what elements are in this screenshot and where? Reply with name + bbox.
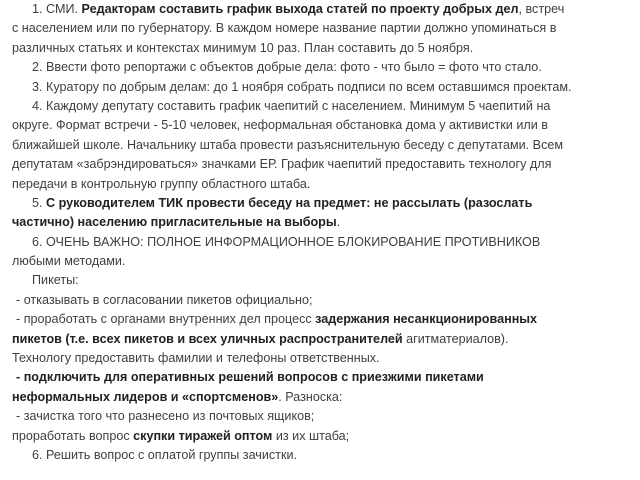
- text-line: [12, 194, 640, 213]
- text-segment: 6. Решить вопрос с оплатой группы зачистки.: [32, 447, 298, 462]
- text-line: [12, 291, 640, 310]
- text-segment: любыми методами.: [12, 254, 126, 269]
- text-line: [12, 39, 640, 58]
- text-segment: - проработать с органами внутренних дел процесс: [16, 312, 316, 327]
- bold-text-segment: скупки тиражей оптом: [133, 428, 273, 443]
- text-segment: 6. ОЧЕНЬ ВАЖНО: ПОЛНОЕ ИНФОРМАЦИОННОЕ БЛОКИРОВАНИЕ ПРОТИВНИКОВ: [32, 234, 541, 249]
- text-segment: 4. Каждому депутату составить график чаепитий с населением. Минимум 5 чаепитий на: [32, 98, 551, 113]
- text-line: [12, 97, 640, 116]
- text-segment: , встреч: [518, 2, 565, 16]
- text-segment: 3. Куратору по добрым делам: до 1 ноября собрать подписи по всем оставшимся проектам.: [32, 79, 572, 94]
- text-line: [12, 136, 640, 155]
- text-line: [12, 175, 640, 194]
- text-segment: .: [336, 215, 341, 230]
- text-line: [12, 78, 640, 97]
- bold-text-segment: неформальных лидеров и «спортсменов»: [12, 389, 279, 404]
- text-line: [12, 407, 640, 426]
- bold-text-segment: задержания несанкционированных: [315, 312, 538, 327]
- text-line: [12, 330, 640, 349]
- text-line: [12, 0, 640, 19]
- text-segment: 1. СМИ.: [32, 2, 82, 16]
- text-line: [12, 252, 640, 271]
- text-line: [12, 213, 640, 232]
- bold-text-segment: Редакторам составить график выхода статей по проекту добрых дел: [81, 2, 519, 16]
- text-segment: передачи в контрольную группу областного штаба.: [12, 176, 311, 191]
- text-segment: - зачистка того что разнесено из почтовых ящиков;: [16, 409, 315, 424]
- text-line: [12, 58, 640, 77]
- text-line: [12, 19, 640, 38]
- text-segment: проработать вопрос: [12, 428, 134, 443]
- text-segment: из их штаба;: [272, 428, 350, 443]
- text-line: [12, 368, 640, 387]
- text-segment: Технологу предоставить фамилии и телефоны ответственных.: [12, 351, 380, 366]
- text-line: [12, 349, 640, 368]
- text-line: [12, 271, 640, 290]
- text-segment: 2. Ввести фото репортажи с объектов добрые дела: фото - что было = фото что стало.: [32, 60, 542, 75]
- text-segment: ближайшей школе. Начальнику штаба провести разъяснительную беседу с депутатами. Всем: [12, 137, 564, 152]
- document-text: [12, 0, 640, 465]
- text-segment: . Разноска:: [278, 389, 343, 404]
- text-segment: 5.: [32, 195, 47, 210]
- bold-text-segment: пикетов (т.е. всех пикетов и всех уличных распространителей: [12, 331, 403, 346]
- text-segment: округе. Формат встречи - 5-10 человек, неформальная обстановка дома у активистки или в: [12, 118, 548, 133]
- text-segment: агитматериалов).: [402, 331, 509, 346]
- text-segment: Пикеты:: [32, 273, 79, 288]
- text-line: [12, 310, 640, 329]
- text-line: [12, 427, 640, 446]
- text-line: [12, 233, 640, 252]
- text-segment: депутатам «забрэндироваться» значками ЕР. График чаепитий предоставить технологу для: [12, 157, 552, 172]
- text-line: [12, 446, 640, 465]
- bold-text-segment: - подключить для оперативных решений вопросов с приезжими пикетами: [16, 370, 484, 385]
- text-line: [12, 116, 640, 135]
- text-line: [12, 388, 640, 407]
- text-line: [12, 155, 640, 174]
- text-segment: - отказывать в согласовании пикетов официально;: [16, 292, 313, 307]
- text-segment: с населением или по губернатору. В каждом номере название партии должно упоминаться в: [12, 21, 557, 36]
- bold-text-segment: С руководителем ТИК провести беседу на предмет: не рассылать (разослать: [46, 195, 533, 210]
- text-segment: различных статьях и контекстах минимум 10 раз. План составить до 5 ноября.: [12, 40, 474, 55]
- bold-text-segment: частично) населению пригласительные на выборы: [12, 215, 337, 230]
